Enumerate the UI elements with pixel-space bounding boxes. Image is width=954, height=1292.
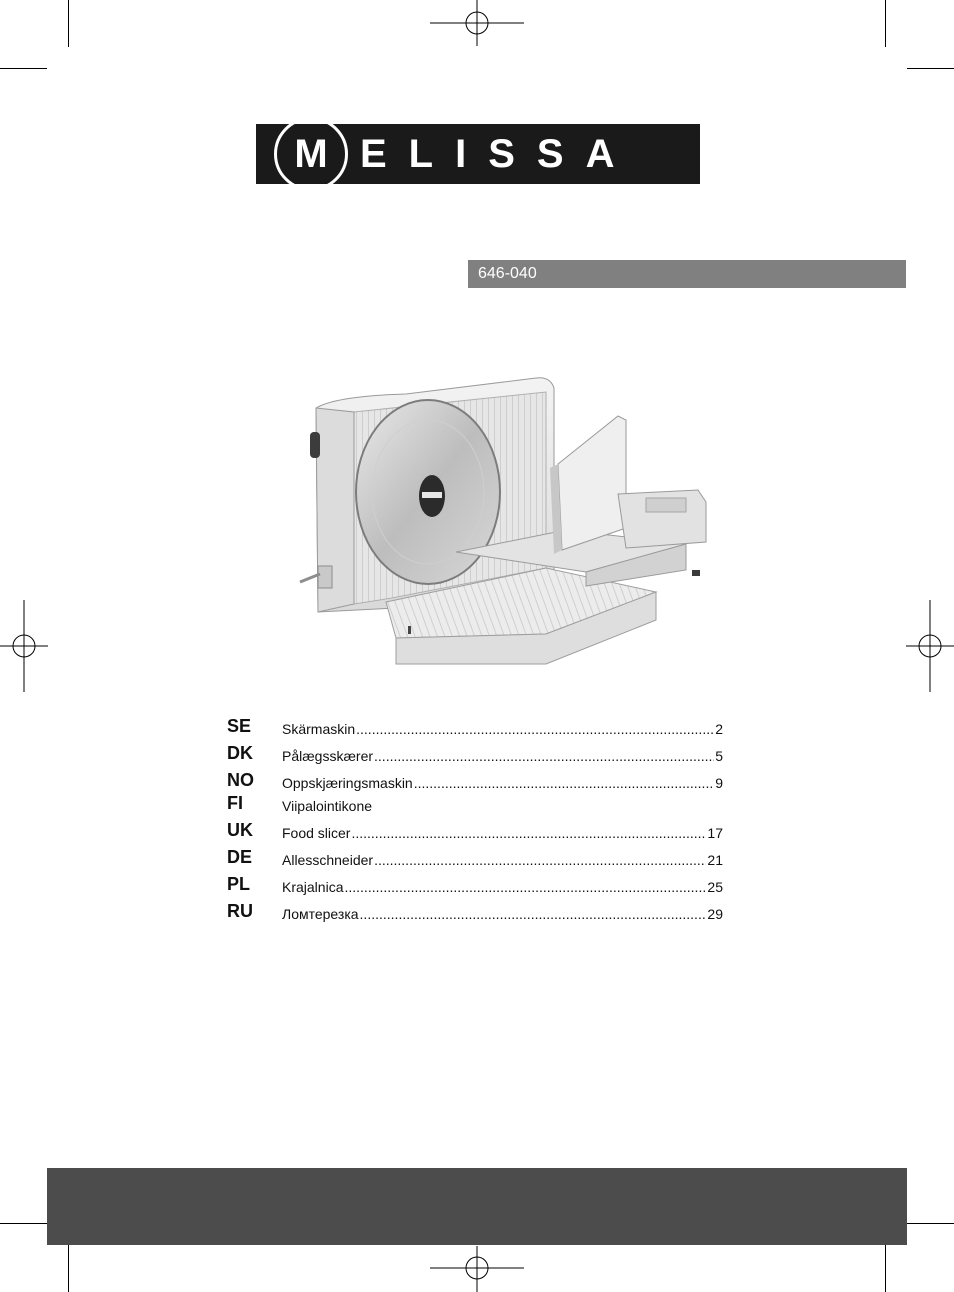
toc-leader [374, 748, 714, 764]
model-number: 646-040 [478, 265, 537, 282]
melissa-logo [256, 124, 700, 184]
registration-mark-top [430, 0, 524, 46]
toc-language-code: DE [227, 847, 253, 867]
toc-leader [360, 906, 707, 922]
registration-mark-right [906, 600, 954, 692]
model-number-bar [468, 260, 906, 288]
toc-title: Oppskjæringsmaskin [282, 775, 413, 791]
toc-row-uk[interactable] [227, 820, 723, 847]
toc-language-code: UK [227, 820, 253, 840]
toc-language-code: FI [227, 793, 243, 813]
toc-row-ru[interactable] [227, 901, 723, 928]
toc-title: Pålægsskærer [282, 748, 374, 764]
crop-mark [885, 1245, 886, 1292]
toc-row-fi[interactable] [227, 793, 723, 820]
toc-row-se[interactable] [227, 716, 723, 743]
toc-page-number: 21 [707, 852, 723, 868]
toc-language-code: RU [227, 901, 253, 921]
crop-mark [907, 1223, 954, 1224]
toc-title: Ломтерезка [282, 906, 359, 922]
crop-mark [907, 68, 954, 69]
logo-wordmark: ELISSA [360, 132, 637, 176]
toc-page-number: 9 [715, 775, 723, 791]
toc-title: Krajalnica [282, 879, 344, 895]
toc-title: Food slicer [282, 825, 351, 841]
crop-mark [0, 1223, 47, 1224]
toc-title: Viipalointikone [282, 798, 373, 814]
crop-mark [885, 0, 886, 47]
crop-mark [0, 68, 47, 69]
toc-language-code: DK [227, 743, 253, 763]
toc-page-number: 2 [715, 721, 723, 737]
toc-page-number: 5 [715, 748, 723, 764]
toc-leader [374, 852, 706, 868]
toc-leader [344, 879, 706, 895]
toc-row-dk[interactable] [227, 743, 723, 770]
crop-mark [68, 0, 69, 47]
toc-language-code: NO [227, 770, 254, 790]
toc-leader [351, 825, 706, 841]
toc-language-code: PL [227, 874, 251, 894]
toc-page-number: 17 [707, 825, 723, 841]
toc-page-number: 25 [707, 879, 723, 895]
toc-row-no[interactable] [227, 770, 723, 793]
logo-first-letter: M [294, 132, 328, 176]
food-slicer-illustration [296, 372, 716, 668]
toc-leader [414, 775, 714, 791]
toc-language-code: SE [227, 716, 252, 736]
toc-leader [356, 721, 714, 737]
registration-mark-left [0, 600, 48, 692]
toc-title: Allesschneider [282, 852, 374, 868]
toc-row-pl[interactable] [227, 874, 723, 901]
table-of-contents [227, 716, 723, 928]
toc-title: Skärmaskin [282, 721, 356, 737]
toc-row-de[interactable] [227, 847, 723, 874]
toc-page-number: 29 [707, 906, 723, 922]
crop-mark [68, 1245, 69, 1292]
footer-bar [47, 1168, 907, 1245]
registration-mark-bottom [430, 1246, 524, 1292]
